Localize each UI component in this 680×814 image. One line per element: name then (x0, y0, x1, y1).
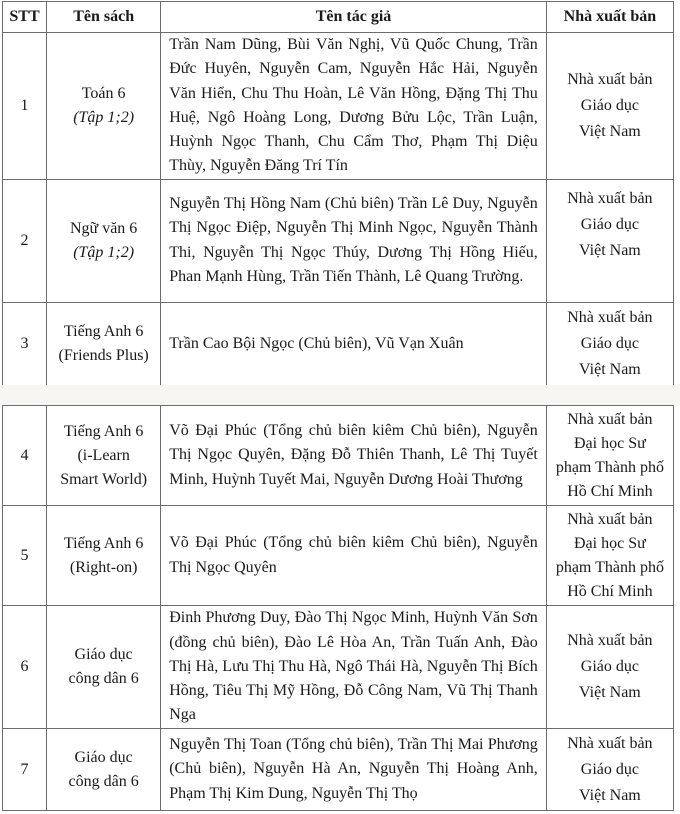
book-title-line: (i-Learn (77, 446, 130, 464)
book-title-line: công dân 6 (68, 772, 139, 790)
book-title: Ngữ văn 6 (69, 219, 138, 237)
table-row (3, 729, 674, 811)
row-publisher (546, 302, 673, 386)
page-break-gap (0, 385, 680, 405)
publisher-line: Nhà xuất bản (567, 410, 653, 428)
publisher-line: Hồ Chí Minh (567, 482, 653, 500)
publisher-line: Đại học Sư (574, 534, 646, 552)
book-title-line: công dân 6 (68, 670, 139, 687)
book-title: Toán 6 (81, 84, 126, 102)
row-book-title (47, 506, 161, 606)
header-book-title: Tên sách (47, 2, 161, 33)
row-stt: 6 (3, 606, 47, 729)
textbook-table-top (2, 1, 674, 387)
book-title-line: Tiếng Anh 6 (63, 422, 144, 440)
row-book-title (47, 606, 161, 729)
header-authors: Tên tác giả (161, 2, 547, 33)
book-title-line: Giáo dục (74, 748, 133, 766)
row-book-title (47, 179, 161, 302)
row-stt: 5 (3, 506, 47, 606)
table-row (3, 179, 674, 302)
row-book-title (47, 33, 161, 180)
book-volume: (Tập 1;2) (73, 243, 135, 261)
row-authors: Võ Đại Phúc (Tổng chủ biên kiêm Chủ biên), Nguyễn Thị Ngọc Quyên, Đặng Đỗ Thiên Thanh, Lê Thị Tuyết Minh, Huỳnh Tuyết Mai, Nguyễn Dương Hoài Thương (161, 406, 547, 506)
book-title-line: Tiếng Anh 6 (63, 534, 144, 552)
publisher-line: Việt Nam (579, 241, 641, 259)
publisher-line: Giáo dục (580, 215, 639, 233)
row-authors: Nguyễn Thị Toan (Tổng chủ biên), Trần Thị Mai Phương (Chủ biên), Nguyễn Hà An, Nguyễn Thị Hoàng Anh, Phạm Thị Kim Dung, Nguyễn Thị Thọ (161, 729, 547, 811)
row-publisher (546, 506, 673, 606)
header-stt: STT (3, 2, 47, 33)
publisher-line: Giáo dục (580, 760, 639, 778)
table-row (3, 33, 674, 180)
publisher-line: Việt Nam (579, 786, 641, 804)
row-publisher (546, 729, 673, 811)
row-book-title (47, 302, 161, 386)
publisher-line: Nhà xuất bản (567, 309, 653, 327)
publisher-line: Giáo dục (580, 96, 639, 114)
publisher-line: Đại học Sư (574, 434, 646, 452)
table-row (3, 606, 674, 729)
publisher-line: Nhà xuất bản (567, 70, 653, 88)
publisher-line: Nhà xuất bản (567, 632, 653, 649)
row-stt: 1 (3, 33, 47, 180)
publisher-line: Việt Nam (579, 122, 641, 140)
row-stt: 4 (3, 406, 47, 506)
publisher-line: Việt Nam (579, 684, 641, 701)
publisher-line: Việt Nam (579, 361, 641, 379)
publisher-line: phạm Thành phố (555, 558, 664, 576)
row-authors: Nguyễn Thị Hồng Nam (Chủ biên) Trần Lê Duy, Nguyễn Thị Ngọc Điệp, Nguyễn Thị Minh Ngọc, Nguyễn Thành Thi, Nguyễn Thị Ngọc Thúy, Dương Thị Hồng Hiếu, Phan Mạnh Hùng, Trần Tiến Thành, Lê Quang Trường. (161, 179, 547, 302)
book-title: Tiếng Anh 6 (63, 323, 144, 341)
row-publisher (546, 406, 673, 506)
row-authors: Trần Nam Dũng, Bùi Văn Nghị, Vũ Quốc Chung, Trần Đức Huyên, Nguyễn Cam, Nguyễn Hắc Hải, Nguyễn Văn Hiển, Chu Thu Hoàn, Lê Văn Hồng, Đặng Thị Thu Huệ, Ngô Hoàng Long, Dương Bửu Lộc, Trần Luận, Huỳnh Ngọc Thanh, Chu Cẩm Thơ, Phạm Thị Diệu Thùy, Nguyễn Đăng Trí Tín (161, 33, 547, 180)
publisher-line: Nhà xuất bản (567, 510, 653, 528)
row-book-title (47, 729, 161, 811)
publisher-line: Nhà xuất bản (567, 734, 653, 752)
row-book-title (47, 406, 161, 506)
book-volume: (Tập 1;2) (73, 108, 135, 126)
publisher-line: Giáo dục (580, 658, 639, 675)
row-publisher (546, 179, 673, 302)
row-stt: 7 (3, 729, 47, 811)
row-stt: 2 (3, 179, 47, 302)
publisher-line: Giáo dục (580, 335, 639, 353)
table-row (3, 302, 674, 386)
table-header-row (3, 2, 674, 33)
publisher-line: Hồ Chí Minh (567, 582, 653, 600)
textbook-table-bottom (2, 405, 674, 811)
row-stt: 3 (3, 302, 47, 386)
book-title-line: Smart World) (60, 470, 148, 488)
publisher-line: phạm Thành phố (555, 458, 664, 476)
table-row (3, 506, 674, 606)
table-row (3, 406, 674, 506)
row-publisher (546, 33, 673, 180)
row-authors: Võ Đại Phúc (Tổng chủ biên kiêm Chủ biên), Nguyễn Thị Ngọc Quyên (161, 506, 547, 606)
book-title-line: (Right-on) (69, 558, 138, 576)
row-publisher (546, 606, 673, 729)
header-publisher: Nhà xuất bản (546, 2, 673, 33)
row-authors: Đinh Phương Duy, Đào Thị Ngọc Minh, Huỳnh Văn Sơn (đồng chủ biên), Đào Lê Hòa An, Trần Tuấn Anh, Đào Thị Hà, Lưu Thị Thu Hà, Ngô Thái Hà, Nguyễn Thị Bích Hồng, Tiêu Thị Mỹ Hồng, Đỗ Công Nam, Vũ Thị Thanh Nga (161, 606, 547, 729)
row-authors: Trần Cao Bội Ngọc (Chủ biên), Vũ Vạn Xuân (161, 302, 547, 386)
publisher-line: Nhà xuất bản (567, 189, 653, 207)
book-edition: (Friends Plus) (58, 347, 149, 365)
book-title-line: Giáo dục (74, 646, 133, 663)
